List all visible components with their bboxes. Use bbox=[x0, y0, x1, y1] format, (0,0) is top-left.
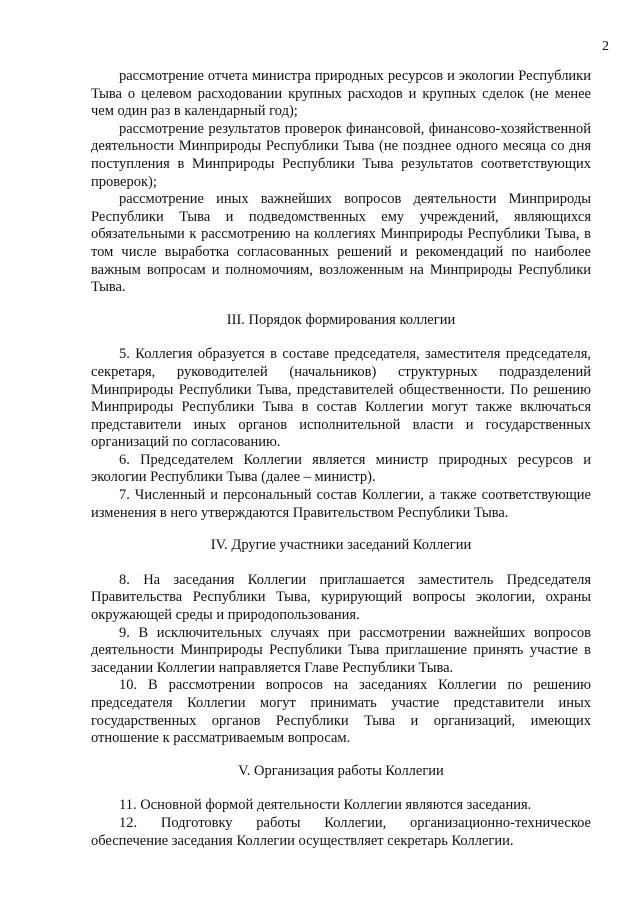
section-heading-3: III. Порядок формирования коллегии bbox=[226, 311, 456, 328]
document-body bbox=[91, 68, 591, 850]
paragraph-other-issues: рассмотрение иных важнейших вопросов деятельности Минприроды Республики Тыва и подведомственных ему учреждений, являющихся обязательными к рассмотрению на коллегиях Минприроды Республики Тыва, в том числе выработка согласованных решений и рекомендаций по наиболее важным вопросам и полномочиям, возложенным на Минприроды Республики Тыва. bbox=[91, 191, 591, 296]
paragraph-11: 11. Основной формой деятельности Коллегии являются заседания. bbox=[119, 797, 532, 814]
paragraph-8: 8. На заседания Коллегии приглашается заместитель Председателя Правительства Республики Тыва, курирующий вопросы экологии, охраны окружающей среды и природопользования. bbox=[91, 571, 591, 624]
paragraph-7: 7. Численный и персональный состав Коллегии, а также соответствующие изменения в него утверждаются Правительством Республики Тыва. bbox=[91, 487, 591, 521]
paragraph-10: 10. В рассмотрении вопросов на заседаниях Коллегии по решению председателя Коллегии могут принимать участие представители иных государственных органов Республики Тыва и организаций, имеющих отношение к рассматриваемым вопросам. bbox=[91, 677, 591, 747]
page-number: 2 bbox=[602, 39, 609, 54]
paragraph-audit-review: рассмотрение результатов проверок финансовой, финансово-хозяйственной деятельности Минприроды Республики Тыва (не позднее одного месяца со дня поступления в Минприроды Республики Тыва результатов соответствующих проверок); bbox=[91, 120, 591, 190]
paragraph-5: 5. Коллегия образуется в составе председателя, заместителя председателя, секретаря, руководителей (начальников) структурных подразделений Минприроды Республики Тыва, представителей общественности. По решению Минприроды Республики Тыва в состав Коллегии могут также включаться представители иных органов исполнительной власти и государственных организаций по согласованию. bbox=[91, 346, 591, 451]
paragraph-12: 12. Подготовку работы Коллегии, организационно-техническое обеспечение заседания Коллегии осуществляет секретарь Коллегии. bbox=[91, 814, 591, 849]
paragraph-9: 9. В исключительных случаях при рассмотрении важнейших вопросов деятельности Минприроды Республики Тыва приглашение принять участие в заседании Коллегии направляется Главе Республики Тыва. bbox=[91, 624, 591, 676]
section-heading-4: IV. Другие участники заседаний Коллегии bbox=[210, 537, 472, 554]
section-heading-5: V. Организация работы Коллегии bbox=[238, 762, 444, 779]
paragraph-6: 6. Председателем Коллегии является министр природных ресурсов и экологии Республики Тыва (далее – министр). bbox=[91, 451, 591, 486]
paragraph-report-review: рассмотрение отчета министра природных ресурсов и экологии Республики Тыва о целевом расходовании крупных расходов и крупных сделок (не менее чем один раз в календарный год); bbox=[91, 68, 591, 120]
